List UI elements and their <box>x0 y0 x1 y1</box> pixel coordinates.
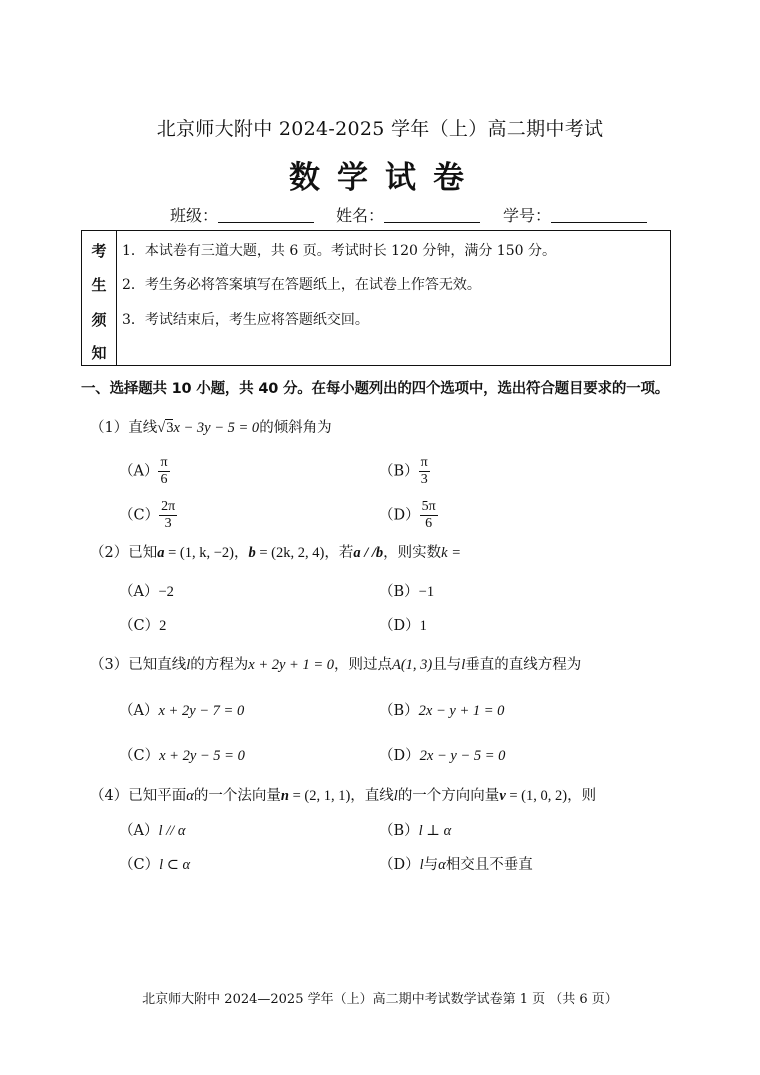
variable: l <box>419 857 424 873</box>
q2-option-d[interactable] <box>379 614 427 635</box>
option-text: l // α <box>158 823 186 839</box>
equation: = (2, 1, 1) <box>288 788 351 804</box>
question-number: （2） <box>90 545 129 561</box>
option-label: （B） <box>379 584 419 600</box>
variable: α <box>186 788 194 804</box>
fraction <box>158 455 169 488</box>
option-text: 2x − y − 5 = 0 <box>419 748 506 764</box>
class-field <box>170 203 314 226</box>
option-label: （C） <box>119 857 160 873</box>
option-text: −1 <box>418 584 435 600</box>
vector-v: v <box>499 788 506 804</box>
option-label: （C） <box>119 507 160 524</box>
question-text: ，则实数 <box>383 545 442 561</box>
option-text: −2 <box>158 584 174 600</box>
question-text: 已知 <box>128 545 158 561</box>
fraction <box>419 455 430 488</box>
question-4 <box>90 784 596 805</box>
page-footer: 北京师大附中 2024—2025 学年（上）高二期中考试数学试卷第 1 页 （共 6 页） <box>142 992 618 1007</box>
vector-a: a <box>157 545 165 561</box>
q2-option-b[interactable] <box>379 580 434 601</box>
option-label: （C） <box>119 618 160 634</box>
vector-b: b <box>248 545 256 561</box>
question-text: 的倾斜角为 <box>259 420 332 436</box>
option-label: （B） <box>379 703 419 719</box>
condition: a / /b <box>353 545 384 561</box>
question-text: 直线 <box>128 420 158 436</box>
numerator: π <box>420 455 428 470</box>
paper-title: 数学试卷 <box>289 160 481 196</box>
option-text: 2x − y + 1 = 0 <box>418 703 505 719</box>
q1-option-b[interactable] <box>379 455 430 488</box>
equation: x − 3y − 5 = 0 <box>173 420 260 436</box>
question-1 <box>90 416 332 437</box>
option-text: 1 <box>419 618 427 634</box>
notice-char: 考 <box>91 242 107 260</box>
name-blank[interactable] <box>384 208 480 223</box>
q1-option-a[interactable] <box>119 455 170 488</box>
id-blank[interactable] <box>551 208 647 223</box>
id-label: 学号： <box>503 206 552 225</box>
class-label: 班级： <box>170 206 219 225</box>
option-label: （D） <box>379 507 420 524</box>
id-field <box>503 203 647 226</box>
option-label: （C） <box>119 748 160 764</box>
fraction <box>159 499 177 532</box>
option-text: l ⊥ α <box>418 823 452 839</box>
question-3 <box>90 653 581 674</box>
option-text: 2 <box>159 618 167 634</box>
question-text: ， <box>234 545 249 561</box>
option-label: （D） <box>379 618 420 634</box>
q4-option-c[interactable] <box>119 853 190 874</box>
numerator: 2π <box>161 499 176 514</box>
section-heading: 一、选择题共 10 小题，共 40 分。在每小题列出的四个选项中，选出符合题目要求的一项。 <box>81 381 670 397</box>
variable: l <box>393 788 398 804</box>
q3-option-d[interactable] <box>379 744 505 765</box>
numerator: 5π <box>421 499 436 514</box>
question-text: ，则过点 <box>334 657 392 673</box>
q4-option-a[interactable] <box>119 819 185 840</box>
question-text: 的方程为 <box>190 657 249 673</box>
q3-option-b[interactable] <box>379 699 504 720</box>
option-label: （B） <box>379 463 419 480</box>
option-text: 与 <box>423 857 439 873</box>
q2-option-c[interactable] <box>119 614 166 635</box>
vector-n: n <box>280 788 289 804</box>
variable: l <box>186 657 191 673</box>
option-label: （D） <box>379 857 420 873</box>
question-text: ，则 <box>567 788 597 804</box>
question-number: （4） <box>90 788 129 804</box>
notice-header-column <box>82 231 117 365</box>
numerator: π <box>160 455 168 470</box>
question-number: （1） <box>90 420 129 436</box>
q4-option-b[interactable] <box>379 819 451 840</box>
denominator: 3 <box>164 516 172 531</box>
equation: = (2k, 2, 4) <box>255 545 325 561</box>
notice-box <box>81 230 671 366</box>
q3-option-a[interactable] <box>119 699 244 720</box>
question-2 <box>90 541 461 562</box>
notice-char: 须 <box>91 311 107 329</box>
variable: k = <box>441 545 462 561</box>
question-text: 已知直线 <box>128 657 187 673</box>
equation: = (1, k, −2) <box>164 545 234 561</box>
denominator: 6 <box>425 516 433 531</box>
notice-char: 生 <box>91 276 107 294</box>
variable: l <box>461 657 466 673</box>
q4-option-d[interactable] <box>379 853 533 874</box>
option-label: （D） <box>379 748 420 764</box>
name-label: 姓名： <box>336 206 385 225</box>
equation: = (1, 0, 2) <box>505 788 568 804</box>
notice-item: 3．考试结束后，考生应将答题纸交回。 <box>122 312 369 328</box>
fraction <box>420 499 438 532</box>
question-number: （3） <box>90 657 129 673</box>
question-text: 的一个法向量 <box>193 788 281 804</box>
point: A(1, 3) <box>392 657 433 673</box>
question-text: 垂直的直线方程为 <box>465 657 582 673</box>
question-text: 的一个方向向量 <box>397 788 500 804</box>
notice-item: 2．考生务必将答案填写在答题纸上，在试卷上作答无效。 <box>122 277 481 293</box>
class-blank[interactable] <box>218 208 314 223</box>
q3-option-c[interactable] <box>119 744 245 765</box>
q2-option-a[interactable] <box>119 580 174 601</box>
school-title: 北京师大附中 2024-2025 学年（上）高二期中考试 <box>156 118 604 140</box>
denominator: 3 <box>420 472 428 487</box>
option-label: （A） <box>119 823 159 839</box>
name-field <box>336 203 480 226</box>
option-text: x + 2y − 7 = 0 <box>158 703 245 719</box>
notice-item: 1．本试卷有三道大题，共 6 页。考试时长 120 分钟，满分 150 分。 <box>122 243 556 259</box>
option-label: （A） <box>119 703 159 719</box>
q1-option-d[interactable] <box>379 499 438 532</box>
notice-char: 知 <box>91 344 107 362</box>
option-label: （B） <box>379 823 419 839</box>
variable: α <box>438 857 446 873</box>
sqrt-expression: √3 <box>157 420 174 436</box>
option-label: （A） <box>119 463 159 480</box>
question-text: ，若 <box>324 545 354 561</box>
option-text: 相交且不垂直 <box>445 857 533 873</box>
option-text: l ⊂ α <box>159 857 191 873</box>
equation: x + 2y + 1 = 0 <box>248 657 334 673</box>
option-label: （A） <box>119 584 159 600</box>
denominator: 6 <box>160 472 168 487</box>
option-text: x + 2y − 5 = 0 <box>159 748 245 764</box>
sqrt-radicand: 3 <box>166 420 174 436</box>
q1-option-c[interactable] <box>119 499 177 532</box>
question-text: ，直线 <box>350 788 394 804</box>
question-text: 已知平面 <box>128 788 187 804</box>
question-text: 且与 <box>432 657 462 673</box>
